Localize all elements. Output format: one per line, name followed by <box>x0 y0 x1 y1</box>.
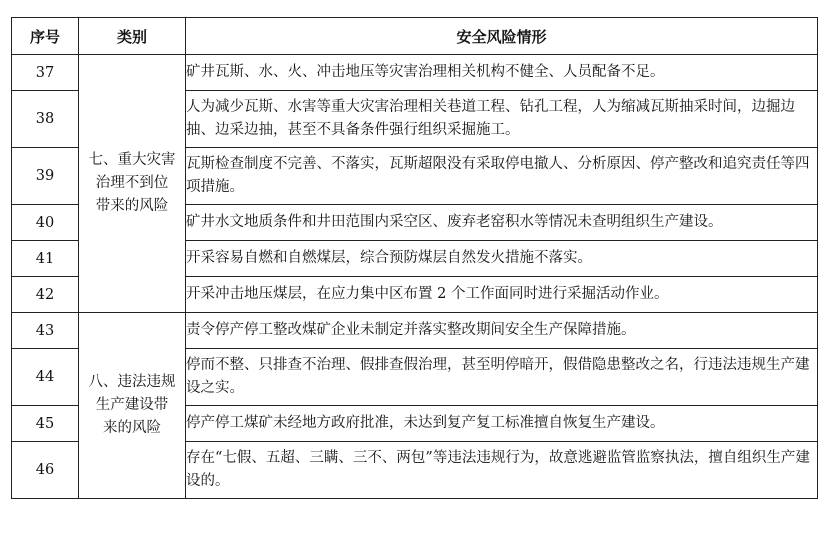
row-description: 停而不整、只排查不治理、假排查假治理，甚至明停暗开，假借隐患整改之名，行违法违规生产建设之实。 <box>186 349 818 406</box>
category-cell <box>79 313 186 499</box>
row-number: 37 <box>12 55 79 91</box>
row-description: 瓦斯检查制度不完善、不落实，瓦斯超限没有采取停电撤人、分析原因、停产整改和追究责任等四项措施。 <box>186 148 818 205</box>
row-number: 41 <box>12 241 79 277</box>
row-description: 停产停工煤矿未经地方政府批准，未达到复产复工标准擅自恢复生产建设。 <box>186 406 818 442</box>
row-description: 存在“七假、五超、三瞒、三不、两包”等违法违规行为，故意逃避监管监察执法，擅自组织生产建设的。 <box>186 442 818 499</box>
table-row <box>12 55 818 91</box>
row-number: 43 <box>12 313 79 349</box>
row-number: 39 <box>12 148 79 205</box>
category-line: 八、违法违规 <box>88 374 176 390</box>
row-number: 40 <box>12 205 79 241</box>
category-cell <box>79 55 186 313</box>
row-description: 人为减少瓦斯、水害等重大灾害治理相关巷道工程、钻孔工程，人为缩减瓦斯抽采时间，边掘边抽、边采边抽，甚至不具备条件强行组织采掘施工。 <box>186 91 818 148</box>
header-situation: 安全风险情形 <box>186 18 818 55</box>
row-number: 42 <box>12 277 79 313</box>
category-line: 治理不到位 <box>95 175 169 191</box>
header-row <box>12 18 818 55</box>
row-description: 开采冲击地压煤层，在应力集中区布置 2 个工作面同时进行采掘活动作业。 <box>186 277 818 313</box>
row-description: 矿井瓦斯、水、火、冲击地压等灾害治理相关机构不健全、人员配备不足。 <box>186 55 818 91</box>
row-description: 开采容易自燃和自燃煤层，综合预防煤层自然发火措施不落实。 <box>186 241 818 277</box>
risk-table <box>11 17 818 499</box>
category-line: 带来的风险 <box>95 198 169 214</box>
category-line: 七、重大灾害 <box>88 152 176 168</box>
header-category: 类别 <box>79 18 186 55</box>
row-number: 45 <box>12 406 79 442</box>
row-number: 38 <box>12 91 79 148</box>
row-number: 46 <box>12 442 79 499</box>
row-description: 责令停产停工整改煤矿企业未制定并落实整改期间安全生产保障措施。 <box>186 313 818 349</box>
header-seq: 序号 <box>12 18 79 55</box>
row-number: 44 <box>12 349 79 406</box>
category-line: 生产建设带 <box>95 397 169 413</box>
category-line: 来的风险 <box>103 420 161 436</box>
table-row <box>12 313 818 349</box>
row-description: 矿井水文地质条件和井田范围内采空区、废弃老窑积水等情况未查明组织生产建设。 <box>186 205 818 241</box>
